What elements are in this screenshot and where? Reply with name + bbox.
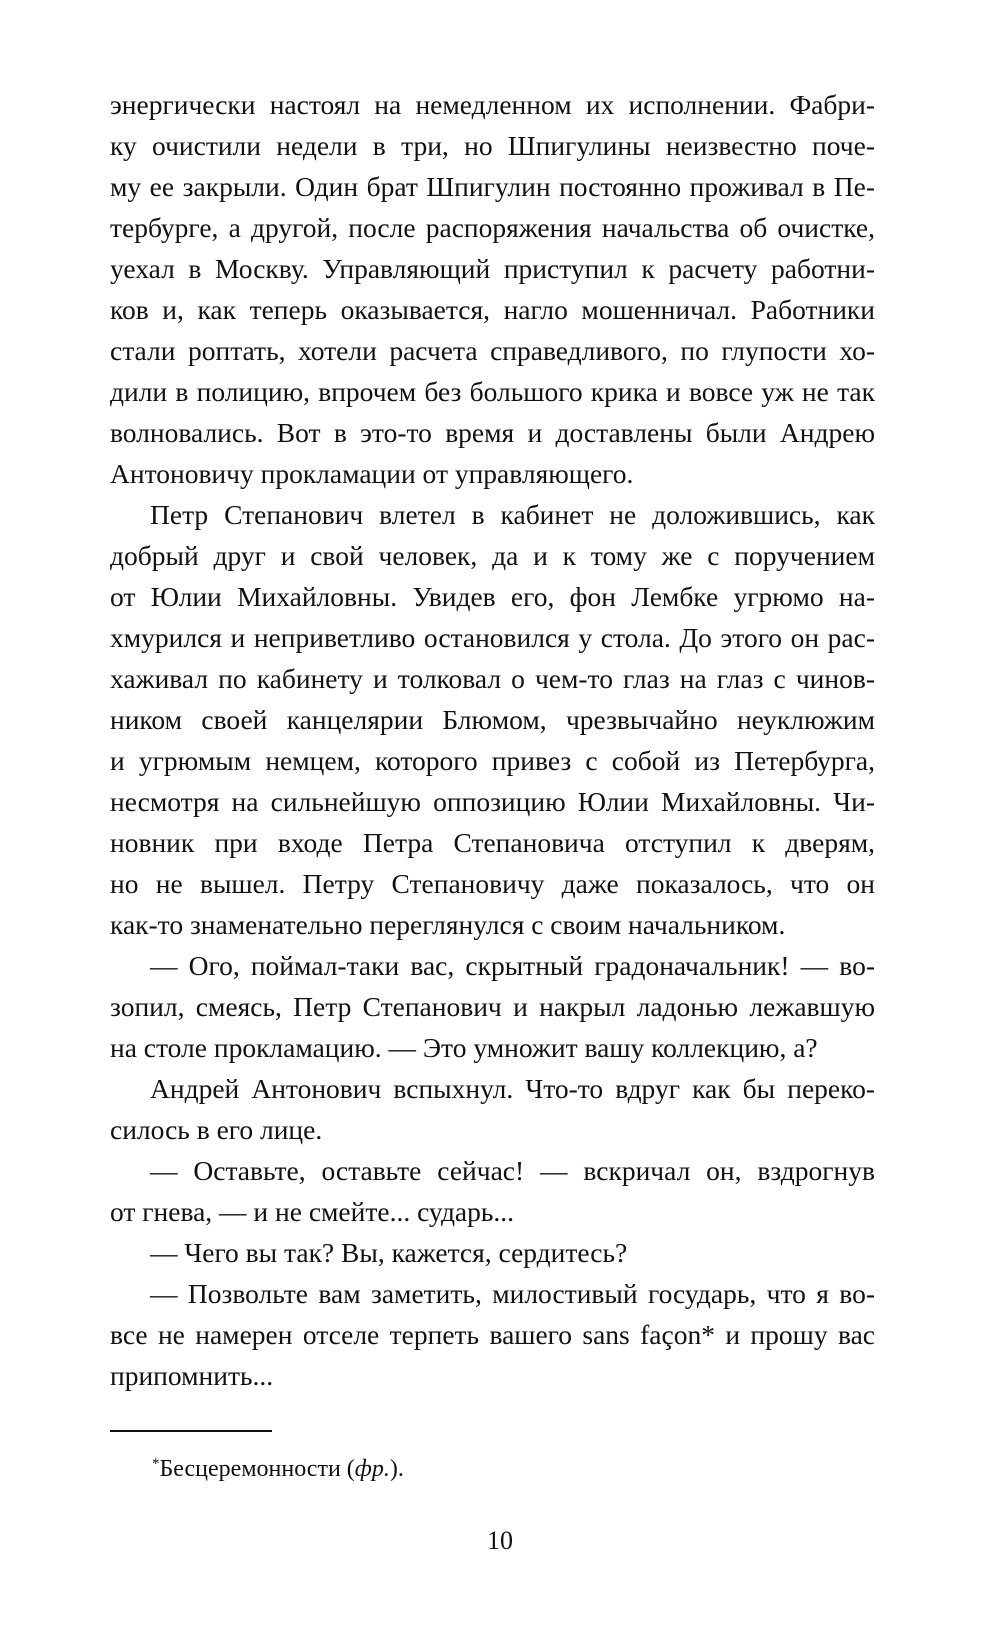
text-line: добрый друг и свой человек, да и к тому же с поручением — [110, 540, 875, 571]
text-line: уехал в Москву. Управляющий приступил к расчету работни- — [110, 253, 875, 284]
text-line: стали роптать, хотели расчета справедливого, по глупости хо- — [110, 335, 875, 366]
footnote-divider — [110, 1430, 272, 1432]
text-line: — Позвольте вам заметить, милостивый государь, что я во- — [150, 1278, 875, 1309]
text-line: все не намерен отселе терпеть вашего sans façon* и прошу вас — [110, 1319, 875, 1350]
text-line: дили в полицию, впрочем без большого крика и вовсе уж не так — [110, 376, 875, 407]
text-line: — Ого, поймал-таки вас, скрытный градоначальник! — во- — [150, 950, 875, 981]
page-number: 10 — [487, 1526, 513, 1555]
text-line: ку очистили недели в три, но Шпигулины неизвестно поче- — [110, 130, 875, 161]
text-line: зопил, смеясь, Петр Степанович и накрыл ладонью лежавшую — [110, 991, 875, 1022]
footnote — [152, 1448, 404, 1485]
text-line: как-то знаменательно переглянулся с своим начальником. — [110, 909, 786, 940]
text-line: тербурге, а другой, после распоряжения начальства об очистке, — [110, 212, 875, 243]
footnote-text: Бесцеремонности ( — [159, 1456, 355, 1482]
text-line: Антоновичу прокламации от управляющего. — [110, 458, 634, 489]
text-line: хмурился и неприветливо остановился у стола. До этого он рас- — [110, 622, 875, 653]
text-line: от гнева, — и не смейте... сударь... — [110, 1196, 515, 1227]
text-line: волновались. Вот в это-то время и доставлены были Андрею — [110, 417, 875, 448]
text-line: припомнить... — [110, 1360, 274, 1391]
text-line: энергически настоял на немедленном их исполнении. Фабри- — [110, 89, 875, 120]
text-line: ков и, как теперь оказывается, нагло мошенничал. Работники — [110, 294, 875, 325]
text-line: на столе прокламацию. — Это умножит вашу коллекцию, а? — [110, 1032, 818, 1063]
text-line: и угрюмым немцем, которого привез с собой из Петербурга, — [110, 745, 875, 776]
text-line: — Оставьте, оставьте сейчас! — вскричал он, вздрогнув — [150, 1155, 875, 1186]
text-line: ником своей канцелярии Блюмом, чрезвычайно неуклюжим — [110, 704, 875, 735]
footnote-close: ). — [389, 1456, 404, 1482]
footnote-mark: * — [152, 1456, 160, 1472]
text-line: от Юлии Михайловны. Увидев его, фон Лембке угрюмо на- — [110, 581, 875, 612]
text-line: силось в его лице. — [110, 1114, 323, 1145]
text-line: несмотря на сильнейшую оппозицию Юлии Михайловны. Чи- — [110, 786, 875, 817]
text-line: — Чего вы так? Вы, кажется, сердитесь? — [150, 1237, 628, 1268]
text-line: но не вышел. Петру Степановичу даже показалось, что он — [110, 868, 875, 899]
body-text — [110, 84, 875, 1396]
text-line: хаживал по кабинету и толковал о чем-то глаз на глаз с чинов- — [110, 663, 875, 694]
footnote-abbreviation: фр. — [354, 1456, 390, 1482]
text-line: Андрей Антонович вспыхнул. Что-то вдруг как бы переко- — [150, 1073, 875, 1104]
text-line: новник при входе Петра Степановича отступил к дверям, — [110, 827, 875, 858]
text-line: му ее закрыли. Один брат Шпигулин постоянно проживал в Пе- — [110, 171, 875, 202]
text-line: Петр Степанович влетел в кабинет не доложившись, как — [150, 499, 875, 530]
